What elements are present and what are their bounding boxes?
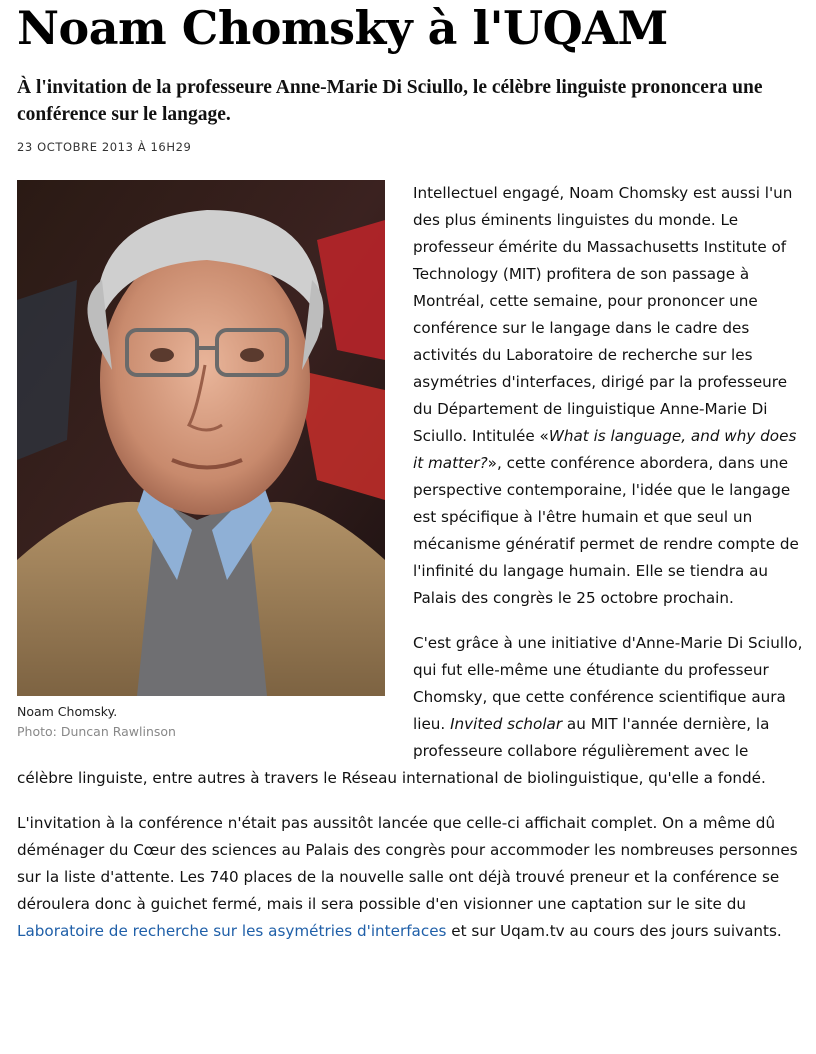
article-title: Noam Chomsky à l'UQAM xyxy=(17,1,668,55)
photo-figure xyxy=(17,180,385,742)
invited-scholar-text: Invited scholar xyxy=(450,715,563,733)
paragraph-1-text-b: », cette conférence abordera, dans une perspective contemporaine, l'idée que le langage est spécifique à l'être humain et que seul un mécanisme génératif permet de rendre compte de l'infinité du langage humain. Elle se tiendra au Palais des congrès le 25 octobre prochain. xyxy=(413,454,799,607)
article-date: 23 OCTOBRE 2013 À 16H29 xyxy=(17,140,192,154)
conference-title: What is language, and why does it matter? xyxy=(413,427,797,472)
article-lede: À l'invitation de la professeure Anne-Marie Di Sciullo, le célèbre linguiste prononcera une conférence sur le langage. xyxy=(17,77,763,125)
paragraph-3-text-a: L'invitation à la conférence n'était pas aussitôt lancée que celle-ci affichait complet. On a même dû déménager du Cœur des sciences au Palais des congrès pour accommoder les nombreuses personnes sur la liste d'attente. Les 740 places de la nouvelle salle ont déjà trouvé preneur et la conférence se déroulera donc à guichet fermé, mais il sera possible d'en visionner une captation sur le site du xyxy=(17,814,798,913)
photo-caption: Noam Chomsky. xyxy=(17,704,118,719)
article xyxy=(17,0,803,963)
article-body xyxy=(17,180,803,945)
paragraph-1-text-a: Intellectuel engagé, Noam Chomsky est aussi l'un des plus éminents linguistes du monde. Le professeur émérite du Massachusetts Institute of Technology (MIT) profitera de son passage à Montréal, cette semaine, pour prononcer une conférence sur le langage dans le cadre des activités du Laboratoire de recherche sur les asymétries d'interfaces, dirigé par la professeure du Département de linguistique Anne-Marie Di Sciullo. Intitulée « xyxy=(413,184,793,445)
portrait-photo xyxy=(17,180,385,696)
paragraph-2-text-b: au MIT l'année dernière, la professeure collabore régulièrement avec le célèbre linguiste, entre autres à travers le Réseau international de biolinguistique, qu'elle a fondé. xyxy=(17,715,770,787)
photo-credit: Photo: Duncan Rawlinson xyxy=(17,724,176,739)
paragraph-3 xyxy=(17,810,803,945)
paragraph-3-text-b: et sur Uqam.tv au cours des jours suivants. xyxy=(446,922,782,940)
paragraph-2-text-a: C'est grâce à une initiative d'Anne-Marie Di Sciullo, qui fut elle-même une étudiante du professeur Chomsky, que cette conférence scientifique aura lieu. xyxy=(413,634,803,733)
laboratoire-link[interactable]: Laboratoire de recherche sur les asymétries d'interfaces xyxy=(17,922,447,940)
